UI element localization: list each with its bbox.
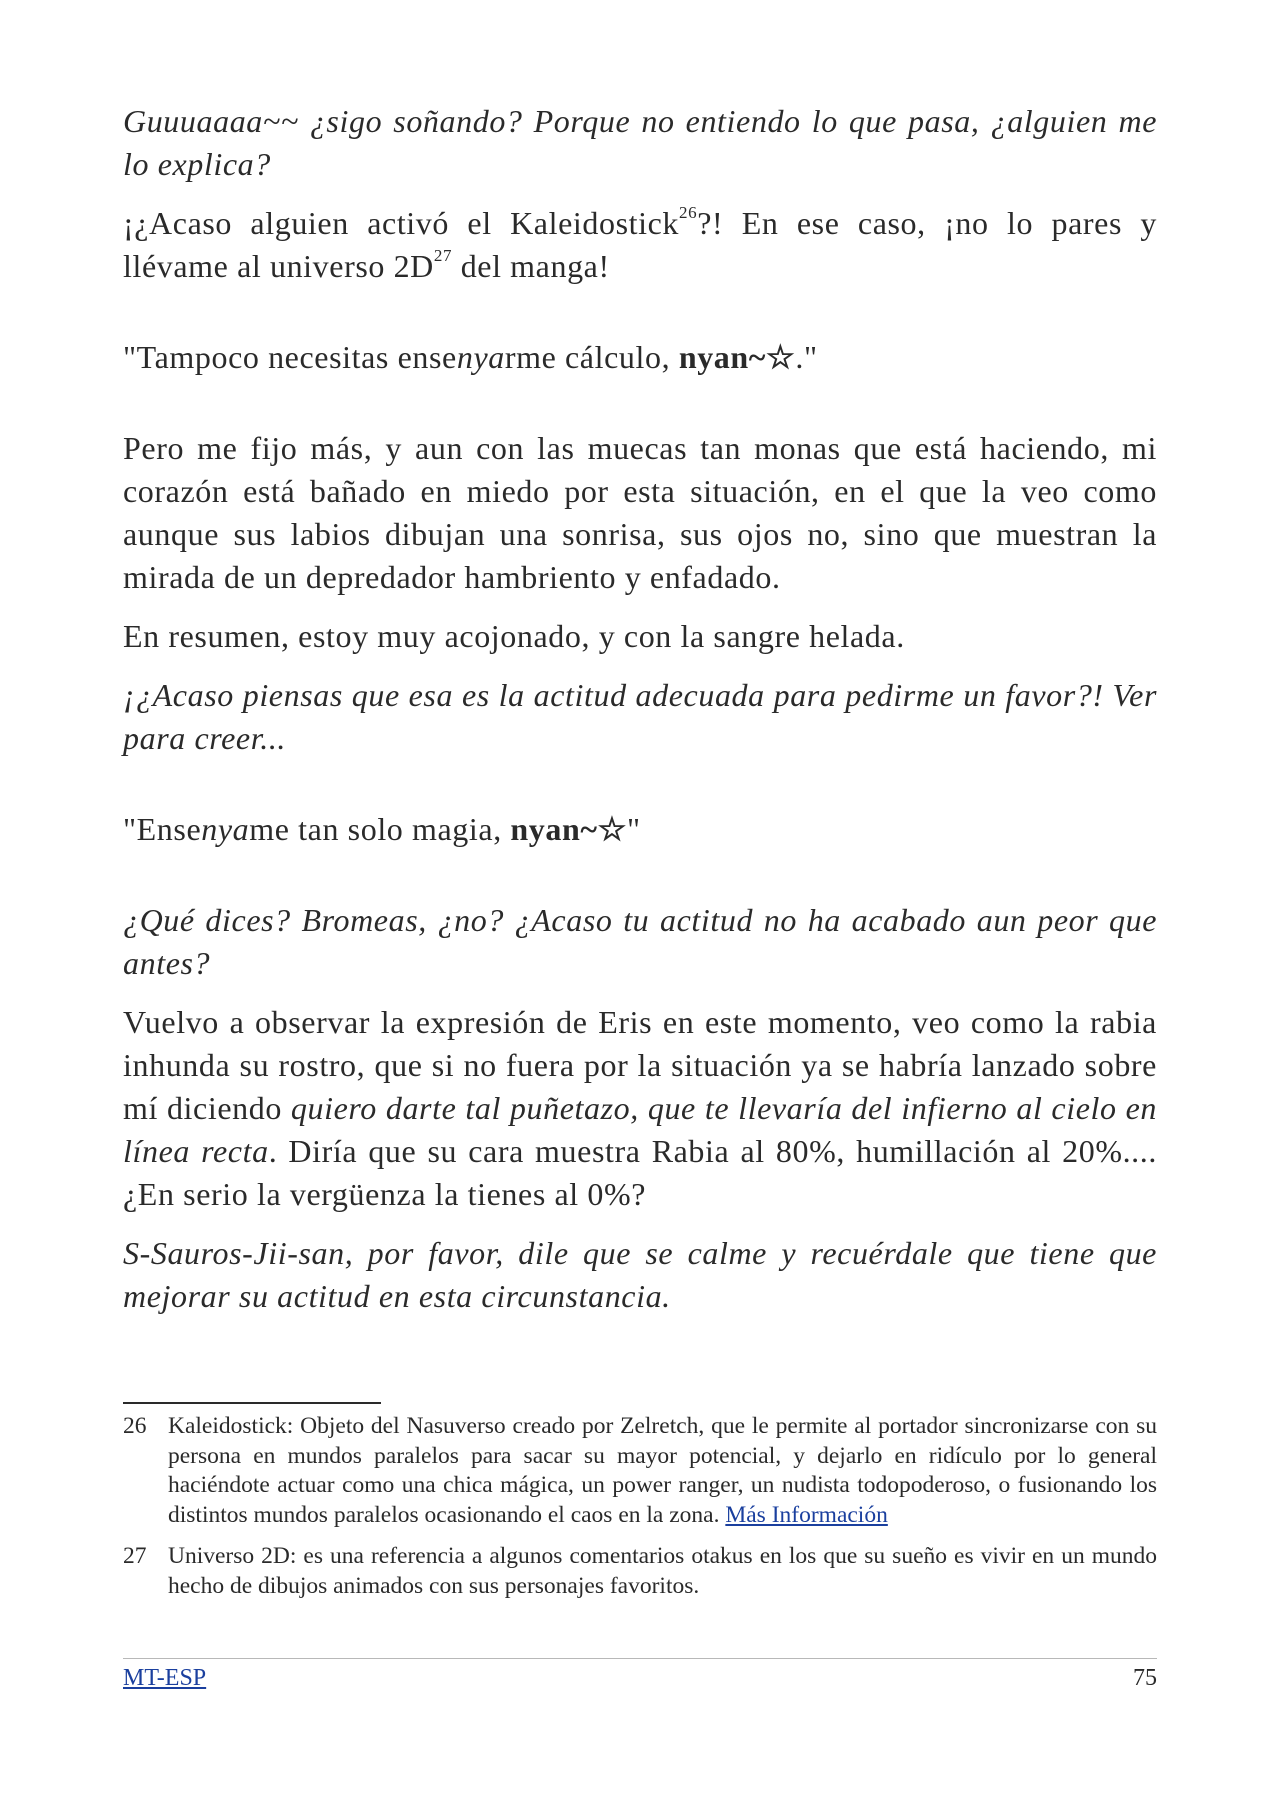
text-run: ¡¿Acaso alguien activó el Kaleidostick xyxy=(123,205,680,241)
text-run: ." xyxy=(795,339,818,375)
thought-paragraph: ¡¿Acaso piensas que esa es la actitud adecuada para pedirme un favor?! Ver para creer... xyxy=(123,677,1157,756)
footnote-ref-27[interactable]: 27 xyxy=(433,246,453,266)
more-info-link[interactable]: Más Información xyxy=(725,1501,888,1528)
thought-paragraph: S-Sauros-Jii-san, por favor, dile que se calme y recuérdale que tiene que mejorar su actitud en esta circunstancia. xyxy=(123,1235,1157,1314)
text-run: rme cálculo, xyxy=(504,339,679,375)
emphasis-text: nya xyxy=(456,339,505,375)
bold-text: nyan~☆ xyxy=(678,339,796,375)
dialogue-paragraph xyxy=(123,336,1157,379)
emphasis-text: nya xyxy=(201,811,250,847)
footnote-text: Universo 2D: es una referencia a algunos comentarios otakus en los que su sueño es vivir en un mundo hecho de dibujos animados con sus personajes favoritos. xyxy=(168,1543,1157,1599)
text-run: ?! En ese caso, ¡no lo pares y llévame al universo 2D xyxy=(123,205,1157,284)
narration-paragraph: En resumen, estoy muy acojonado, y con la sangre helada. xyxy=(123,618,905,654)
text-run: "Ense xyxy=(123,811,202,847)
text-run: "Tampoco necesitas ense xyxy=(123,339,457,375)
footnote-27 xyxy=(123,1542,1157,1601)
footer-brand-link[interactable]: MT-ESP xyxy=(123,1665,207,1691)
thought-paragraph: Guuuaaaa~~ ¿sigo soñando? Porque no entiendo lo que pasa, ¿alguien me lo explica? xyxy=(123,103,1157,182)
footnote-number: 26 xyxy=(123,1413,147,1439)
page-body xyxy=(123,100,1157,1334)
emphasis-text: quiero darte tal puñetazo, que te llevaría del infierno al cielo en línea recta xyxy=(123,1090,1157,1169)
narration-paragraph xyxy=(123,1001,1157,1216)
bold-text: nyan~☆ xyxy=(510,811,627,847)
footnote-ref-26[interactable]: 26 xyxy=(679,203,698,223)
text-run: " xyxy=(626,811,641,847)
text-run: me tan solo magia, xyxy=(249,811,511,847)
text-run: Kaleidostick: Objeto del Nasuverso creado por Zelretch, que le permite al portador sincronizarse con su persona en mundos paralelos para sacar su mayor potencial, y dejarlo en ridículo por lo general haciéndote actuar como una chica mágica, un power ranger, un nudista todopoderoso, o fusionando los distintos mundos paralelos ocasionando el caos en la zona. xyxy=(168,1413,1157,1528)
footnote-26 xyxy=(123,1412,1157,1530)
narration-paragraph: Pero me fijo más, y aun con las muecas tan monas que está haciendo, mi corazón está bañado en miedo por esta situación, en el que la veo como aunque sus labios dibujan una sonrisa, sus ojos no, sino que muestran la mirada de un depredador hambriento y enfadado. xyxy=(123,430,1157,595)
dialogue-paragraph xyxy=(123,808,1157,851)
page-footer xyxy=(123,1658,1157,1693)
text-run: Vuelvo a observar la expresión de Eris en este momento, veo como la rabia inhunda su rostro, que si no fuera por la situación ya se habría lanzado sobre mí diciendo xyxy=(123,1004,1157,1126)
thought-paragraph: ¿Qué dices? Bromeas, ¿no? ¿Acaso tu actitud no ha acabado aun peor que antes? xyxy=(123,902,1157,981)
footnote-text xyxy=(168,1412,1157,1530)
footnote-divider xyxy=(123,1402,381,1404)
page-number: 75 xyxy=(1133,1665,1157,1691)
text-run: . Diría que su cara muestra Rabia al 80%, humillación al 20%.... ¿En serio la vergüenza la tienes al 0%? xyxy=(123,1133,1157,1212)
text-run: del manga! xyxy=(452,248,610,284)
footnotes xyxy=(123,1402,1157,1613)
narration-paragraph xyxy=(123,202,1157,288)
footnote-number: 27 xyxy=(123,1543,147,1569)
